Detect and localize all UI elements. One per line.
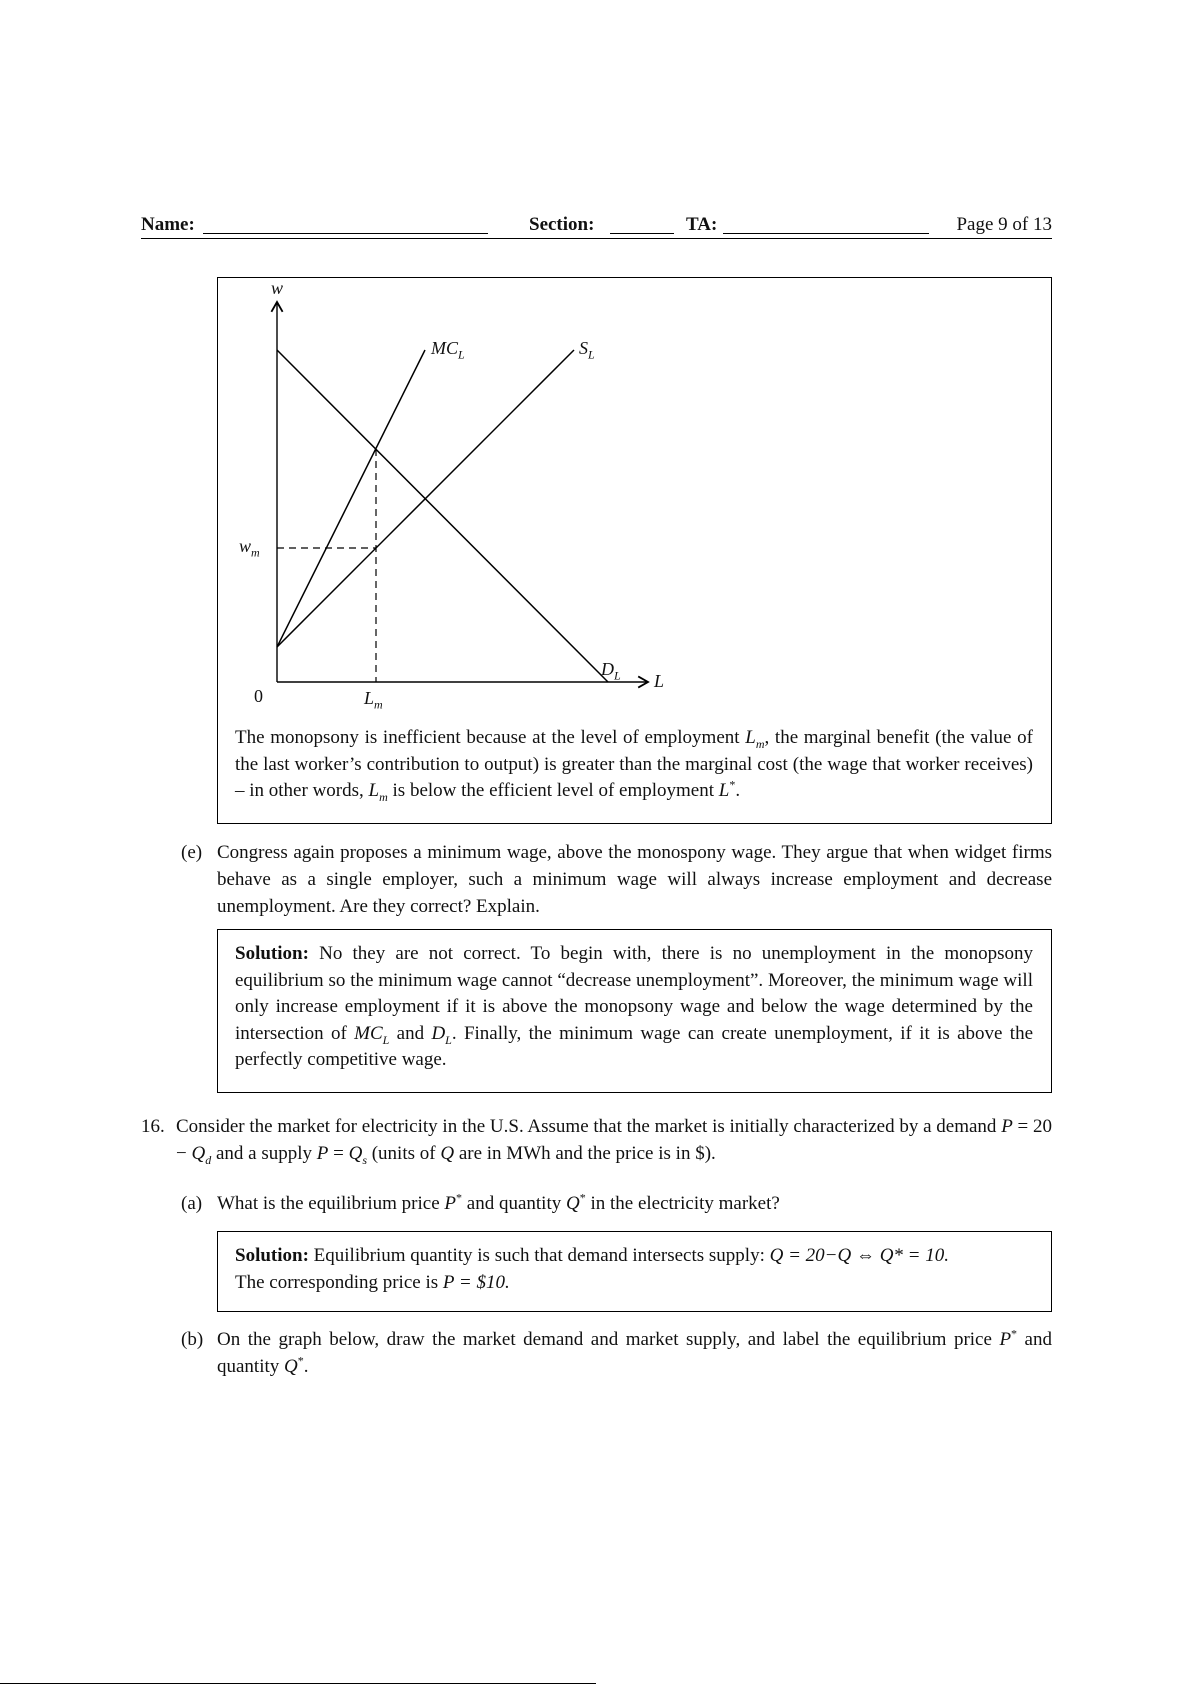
name-label: Name:	[141, 214, 195, 235]
solution-e-text: Solution: No they are not correct. To begin with, there is no unemployment in the monopsony equilibrium so the minimum wage cannot “decrease unemployment”. Moreover, the minimum wage will only increase employment if it is above the monopsony wage and below the wage determined by the intersection of $MC_L$ and $D_L$. Finally, the minimum wage can create unemployment, if it is above the perfectly competitive wage.	[235, 943, 1034, 1070]
solution-e-box	[217, 929, 1052, 1093]
page-header	[141, 212, 1052, 239]
page-number: Page 9 of 13	[956, 214, 1052, 235]
demand-curve	[277, 350, 608, 682]
mc-label: $MC_L$	[431, 338, 465, 362]
demand-label: $D_L$	[601, 659, 621, 683]
solution-16a-box	[217, 1231, 1052, 1312]
lm-label: $L_m$	[364, 688, 383, 712]
question-e: (e) Congress again proposes a minimum wage, above the monospony wage. They argue that when widget firms behave as a single employer, such a minimum wage will always increase employment and decrease unemployment. Are they correct? Explain.	[181, 842, 1052, 917]
monopsony-graph	[218, 278, 1053, 712]
name-field-line	[203, 233, 488, 234]
figure-solution-box	[217, 277, 1052, 824]
y-axis-label: w	[271, 278, 284, 298]
question-16: 16. Consider the market for electricity in the U.S. Assume that the market is initially characterized by a demand $P = 20 - Q_d$ and a supply $P = Q_s$ (units of Q are in MWh and the price is in $).	[141, 1116, 1053, 1167]
ta-field-line	[723, 233, 929, 234]
section-label: Section:	[529, 214, 595, 235]
ta-label: TA:	[686, 214, 718, 235]
section-field-line	[610, 233, 674, 234]
x-axis-label: L	[654, 671, 665, 691]
question-16a: (a) What is the equilibrium price P* and quantity Q* in the electricity market?	[181, 1190, 780, 1214]
solution-16a-text: Solution: Equilibrium quantity is such that demand intersects supply: Q = 20−Q ⇔ Q* = 10. The corresponding price is P = $10.	[235, 1245, 949, 1293]
page-bottom-rule	[0, 1683, 596, 1684]
question-16b: (b) On the graph below, draw the market demand and market supply, and label the equilibrium price P* and quantity Q*.	[181, 1326, 1052, 1377]
supply-label: $S_L$	[579, 338, 595, 362]
origin-label: 0	[254, 686, 263, 706]
figure-caption: The monopsony is inefficient because at the level of employment $L_m$, the marginal benefit (the value of the last worker’s contribution to output) is greater than the marginal cost (the wage that worker receives) – in other words, $L_m$ is below the efficient level of employment L*.	[235, 727, 1033, 804]
wm-label: $w_m$	[239, 536, 260, 560]
mc-curve	[277, 350, 425, 647]
